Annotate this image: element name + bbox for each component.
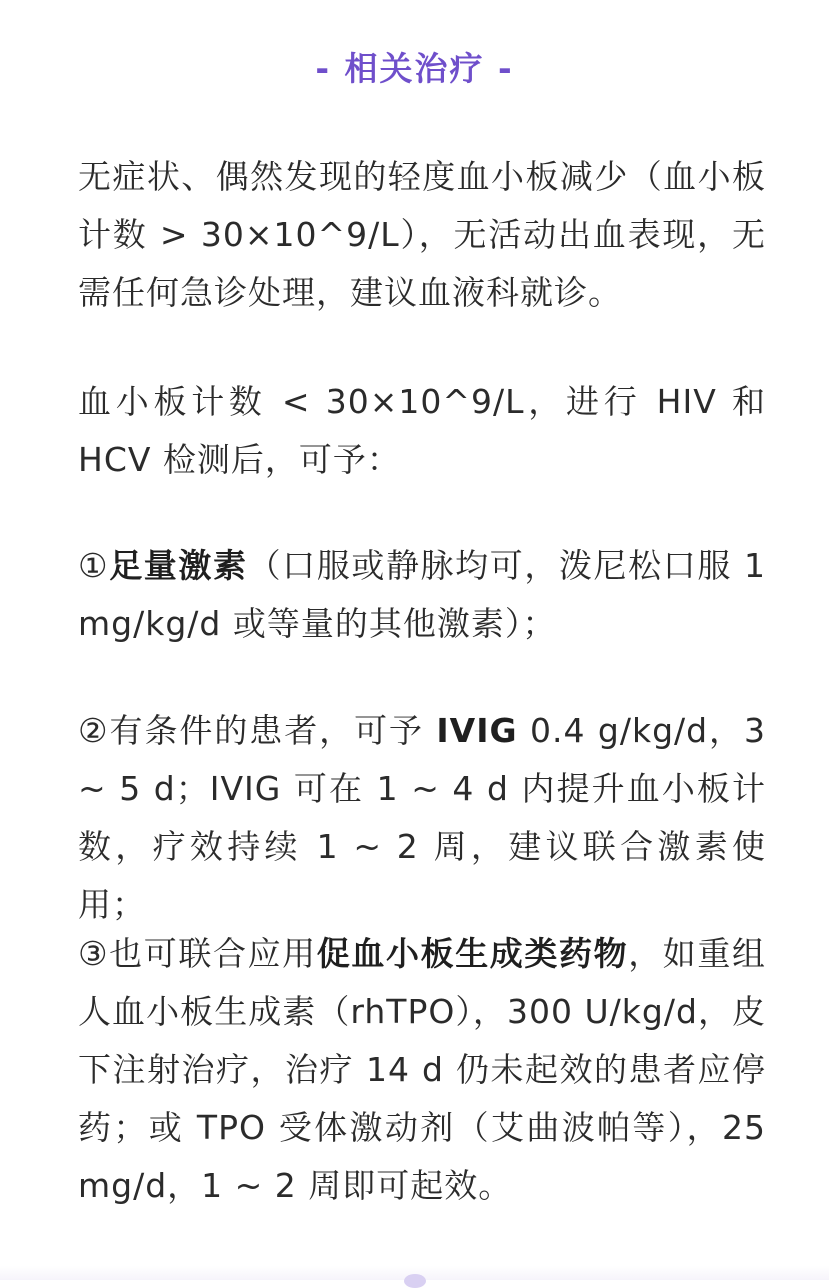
item-highlight: 足量激素 (109, 546, 248, 585)
bottom-decoration-dot (404, 1274, 426, 1288)
treatment-item-ivig (78, 702, 766, 934)
section-title: - 相关治疗 - (315, 49, 514, 88)
item-highlight: IVIG (436, 711, 518, 750)
item-prefix: ③也可联合应用 (78, 934, 317, 973)
item-text: （口服或静脉均可，泼尼松口服 1 mg/kg/d 或等量的其他激素）； (78, 546, 766, 643)
treatment-item-tpo (78, 925, 766, 1215)
paragraph-mild-thrombocytopenia (78, 148, 766, 322)
paragraph-text: 血小板计数 < 30×10^9/L，进行 HIV 和 HCV 检测后，可予： (78, 382, 766, 479)
paragraph-text: 无症状、偶然发现的轻度血小板减少（血小板计数 > 30×10^9/L），无活动出血表现，无需任何急诊处理，建议血液科就诊。 (78, 157, 766, 312)
paragraph-low-platelet-count (78, 373, 766, 489)
item-prefix: ① (78, 546, 110, 585)
item-text: 0.4 g/kg/d，3 ~ 5 d；IVIG 可在 1 ~ 4 d 内提升血小板计数，疗效持续 1 ~ 2 周，建议联合激素使用； (78, 711, 766, 924)
item-highlight: 促血小板生成类药物 (316, 934, 629, 973)
item-text: ，如重组人血小板生成素（rhTPO），300 U/kg/d，皮下注射治疗，治疗 14 d 仍未起效的患者应停药；或 TPO 受体激动剂（艾曲波帕等），25 mg/d，1 ~ 2 周即可起效。 (78, 934, 767, 1205)
treatment-item-steroids (78, 537, 766, 653)
item-prefix: ②有条件的患者，可予 (78, 711, 437, 750)
